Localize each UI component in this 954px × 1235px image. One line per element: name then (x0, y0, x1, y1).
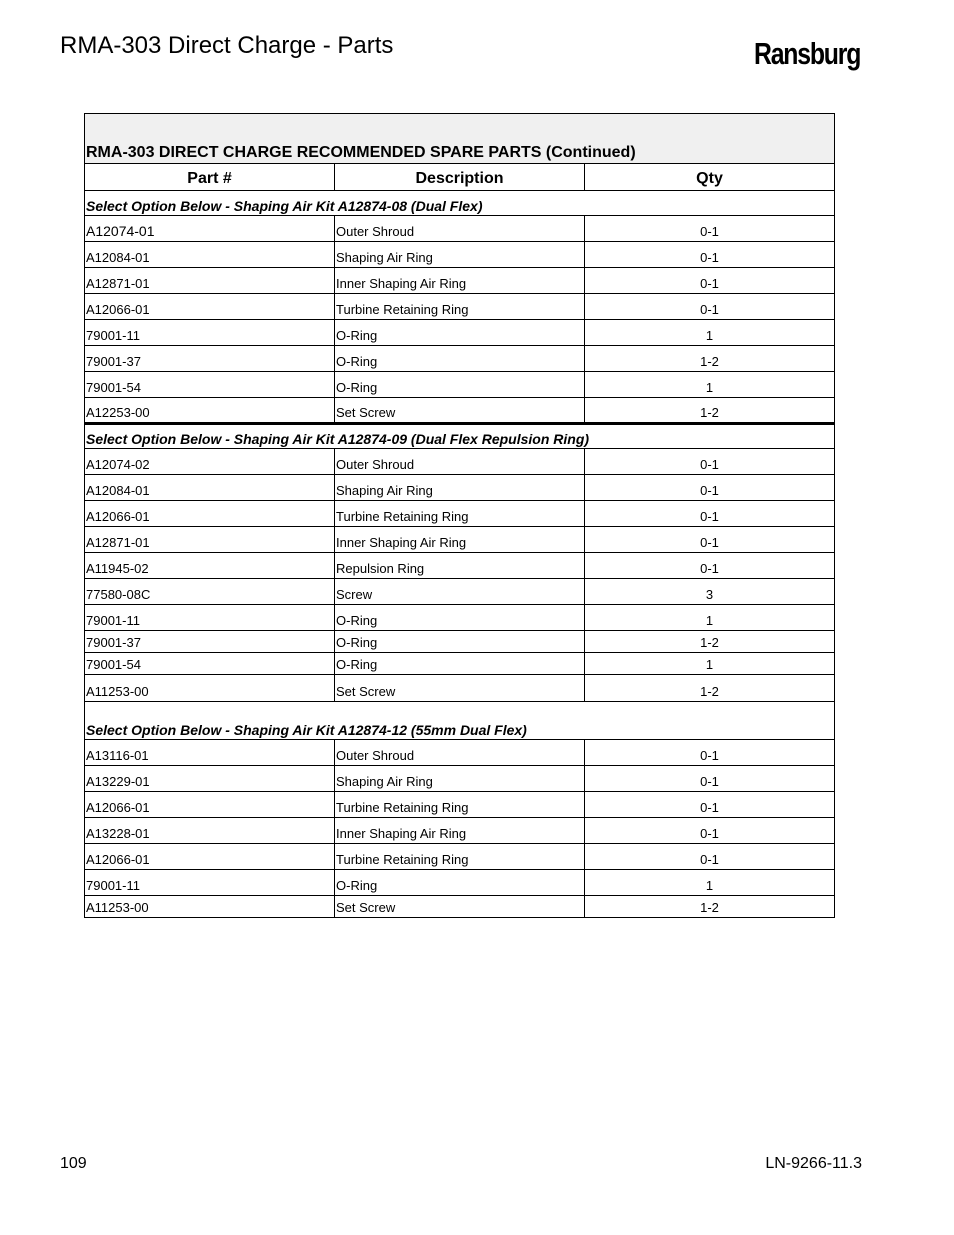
column-header-description: Description (335, 164, 585, 191)
part-number-cell: A12253-00 (85, 398, 335, 424)
part-number-cell: 79001-54 (85, 372, 335, 398)
table-title: RMA-303 DIRECT CHARGE RECOMMENDED SPARE PARTS (Continued) (85, 114, 835, 164)
qty-cell: 1-2 (585, 346, 835, 372)
table-title-row (85, 114, 835, 164)
page-title: RMA-303 Direct Charge - Parts (60, 32, 394, 59)
description-cell: Set Screw (335, 675, 585, 702)
qty-cell: 1-2 (585, 896, 835, 918)
table-row (85, 579, 835, 605)
part-number-cell: 79001-37 (85, 631, 335, 653)
section-label: Select Option Below - Shaping Air Kit A12874-09 (Dual Flex Repulsion Ring) (85, 424, 835, 449)
qty-cell: 1-2 (585, 675, 835, 702)
qty-cell: 0-1 (585, 501, 835, 527)
qty-cell: 0-1 (585, 268, 835, 294)
table-row (85, 372, 835, 398)
part-number-cell: A11253-00 (85, 896, 335, 918)
table-row (85, 268, 835, 294)
part-number-cell: 79001-11 (85, 320, 335, 346)
table-row (85, 896, 835, 918)
part-number-cell: 79001-11 (85, 605, 335, 631)
part-number-cell: A12066-01 (85, 501, 335, 527)
description-cell: Outer Shroud (335, 449, 585, 475)
description-cell: Shaping Air Ring (335, 475, 585, 501)
description-cell: Inner Shaping Air Ring (335, 818, 585, 844)
brand-logo: Ransburg (754, 36, 861, 71)
table-row (85, 675, 835, 702)
qty-cell: 3 (585, 579, 835, 605)
qty-cell: 0-1 (585, 242, 835, 268)
part-number-cell: A12074-02 (85, 449, 335, 475)
document-number: LN-9266-11.3 (765, 1155, 862, 1172)
description-cell: O-Ring (335, 870, 585, 896)
table-row (85, 242, 835, 268)
part-number-cell: 79001-54 (85, 653, 335, 675)
part-number-cell: 79001-11 (85, 870, 335, 896)
description-cell: Turbine Retaining Ring (335, 501, 585, 527)
section-row (85, 424, 835, 449)
part-number-cell: A12871-01 (85, 527, 335, 553)
table-row (85, 870, 835, 896)
description-cell: O-Ring (335, 653, 585, 675)
description-cell: Inner Shaping Air Ring (335, 527, 585, 553)
part-number-cell: A12074-01 (85, 216, 335, 242)
description-cell: Screw (335, 579, 585, 605)
description-cell: O-Ring (335, 372, 585, 398)
qty-cell: 0-1 (585, 818, 835, 844)
table-row (85, 818, 835, 844)
qty-cell: 1-2 (585, 398, 835, 424)
qty-cell: 0-1 (585, 475, 835, 501)
qty-cell: 1 (585, 605, 835, 631)
page-number: 109 (60, 1155, 87, 1172)
part-number-cell: A12066-01 (85, 844, 335, 870)
table-row (85, 320, 835, 346)
part-number-cell: A11253-00 (85, 675, 335, 702)
table-row (85, 766, 835, 792)
table-row (85, 740, 835, 766)
spare-parts-table (84, 113, 835, 918)
qty-cell: 1-2 (585, 631, 835, 653)
qty-cell: 0-1 (585, 792, 835, 818)
qty-cell: 1 (585, 870, 835, 896)
qty-cell: 0-1 (585, 844, 835, 870)
part-number-cell: A12066-01 (85, 792, 335, 818)
column-header-part: Part # (85, 164, 335, 191)
qty-cell: 0-1 (585, 740, 835, 766)
part-number-cell: A12871-01 (85, 268, 335, 294)
part-number-cell: 77580-08C (85, 579, 335, 605)
table-row (85, 792, 835, 818)
table-row (85, 501, 835, 527)
part-number-cell: A12084-01 (85, 475, 335, 501)
section-label: Select Option Below - Shaping Air Kit A12874-12 (55mm Dual Flex) (85, 702, 835, 740)
description-cell: Turbine Retaining Ring (335, 792, 585, 818)
table-row (85, 216, 835, 242)
qty-cell: 1 (585, 372, 835, 398)
table-row (85, 844, 835, 870)
description-cell: Outer Shroud (335, 740, 585, 766)
part-number-cell: A13229-01 (85, 766, 335, 792)
section-row (85, 191, 835, 216)
description-cell: O-Ring (335, 631, 585, 653)
table-row (85, 475, 835, 501)
table-row (85, 346, 835, 372)
description-cell: O-Ring (335, 320, 585, 346)
description-cell: O-Ring (335, 605, 585, 631)
table-row (85, 653, 835, 675)
qty-cell: 0-1 (585, 766, 835, 792)
description-cell: Shaping Air Ring (335, 766, 585, 792)
table-row (85, 605, 835, 631)
qty-cell: 1 (585, 320, 835, 346)
description-cell: Outer Shroud (335, 216, 585, 242)
column-header-qty: Qty (585, 164, 835, 191)
qty-cell: 0-1 (585, 449, 835, 475)
description-cell: Inner Shaping Air Ring (335, 268, 585, 294)
description-cell: Repulsion Ring (335, 553, 585, 579)
description-cell: O-Ring (335, 346, 585, 372)
table-row (85, 527, 835, 553)
table-row (85, 631, 835, 653)
section-label: Select Option Below - Shaping Air Kit A12874-08 (Dual Flex) (85, 191, 835, 216)
part-number-cell: A13228-01 (85, 818, 335, 844)
part-number-cell: A13116-01 (85, 740, 335, 766)
part-number-cell: A12084-01 (85, 242, 335, 268)
description-cell: Turbine Retaining Ring (335, 294, 585, 320)
qty-cell: 0-1 (585, 216, 835, 242)
table-row (85, 449, 835, 475)
table-row (85, 398, 835, 424)
description-cell: Shaping Air Ring (335, 242, 585, 268)
part-number-cell: A11945-02 (85, 553, 335, 579)
qty-cell: 0-1 (585, 553, 835, 579)
description-cell: Turbine Retaining Ring (335, 844, 585, 870)
table-header-row (85, 164, 835, 191)
qty-cell: 0-1 (585, 527, 835, 553)
qty-cell: 1 (585, 653, 835, 675)
part-number-cell: 79001-37 (85, 346, 335, 372)
description-cell: Set Screw (335, 398, 585, 424)
description-cell: Set Screw (335, 896, 585, 918)
table-row (85, 553, 835, 579)
section-row (85, 702, 835, 740)
qty-cell: 0-1 (585, 294, 835, 320)
table-row (85, 294, 835, 320)
part-number-cell: A12066-01 (85, 294, 335, 320)
